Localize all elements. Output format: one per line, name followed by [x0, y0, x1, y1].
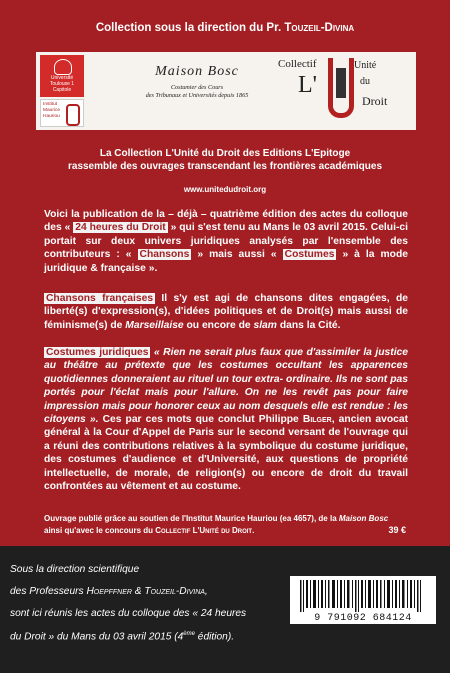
- intro-line1: La Collection L'Unité du Droit des Editions L'Epitoge: [99, 148, 351, 159]
- collectif-article: L': [298, 72, 317, 98]
- ut1-line1: Université: [50, 75, 74, 81]
- isbn-barcode: [290, 576, 436, 624]
- p2-text-e: dans la Cité.: [276, 319, 341, 331]
- bottom-line4-sup: ème: [183, 631, 195, 638]
- ut1-line2: Toulouse 1: [49, 81, 75, 87]
- bottom-professors: Hoepffner & Touzeil-Divina: [86, 585, 205, 597]
- price-label: 39 €: [388, 525, 406, 535]
- note-text-a: Ouvrage publié grâce au soutien de l'Institut Maurice Hauriou (ea 4657), de la: [44, 514, 339, 523]
- collection-intro: [40, 147, 410, 173]
- bottom-line2-c: ,: [204, 585, 208, 597]
- p2-slam: slam: [253, 319, 277, 331]
- p3-bilger: Bilger: [302, 414, 332, 426]
- bosc-name: Maison Bosc: [155, 64, 239, 79]
- p1-highlight-chansons: Chansons: [139, 249, 190, 261]
- p3-text-a: Ces par ces mots que conclut Philippe: [98, 414, 303, 426]
- p1-highlight-24h: 24 heures du Droit: [75, 222, 166, 234]
- collection-title: [0, 22, 450, 34]
- paragraph-costumes: [44, 346, 408, 493]
- barcode-bars: [300, 580, 426, 612]
- institut-line1: Institut: [43, 102, 58, 107]
- ut1-line3: Capitole: [52, 87, 72, 93]
- bottom-description: [10, 559, 280, 649]
- p1-text-g: » à la mode juridique & française ».: [44, 249, 408, 274]
- bottom-line4-a: du Droit » du Mans du 03 avril 2015 (4: [10, 631, 184, 643]
- p2-label: Chansons françaises: [46, 293, 154, 304]
- institut-hauriou-logo: [40, 99, 84, 127]
- note-collectif: Collectif L'Unité du Droit: [155, 526, 253, 535]
- p3-quote: « Rien ne serait plus faux que d'assimiler la justice au théâtre au prétexte que les costumes occultant les apparences quotidiennes donneraient au rituel un tour extra- ordinaire. Ils ne sont pas portés pour l'éclat mais pour l'allure. On ne les revêt pas pour faire impression mais pour honorer ceux au nom desquels elle est rendue : les citoyens ».: [44, 347, 409, 426]
- logo-strip: [36, 52, 416, 130]
- p1-highlight-costumes: Costumes: [284, 249, 335, 261]
- note-bosc: Maison Bosc: [338, 514, 389, 523]
- bottom-line1: Sous la direction scientifique: [10, 564, 140, 575]
- intro-line2: rassemble des ouvrages transcendant les frontières académiques: [67, 161, 383, 172]
- justice-figure-icon: [336, 68, 346, 98]
- publication-note: [44, 513, 408, 537]
- collection-url[interactable]: www.unitedudroit.org: [183, 185, 267, 194]
- bosc-subtitle-2: des Tribunaux et Universités depuis 1865: [145, 92, 249, 99]
- note-text-e: .: [252, 526, 255, 535]
- p2-marseillaise: Marseillaise: [125, 319, 184, 331]
- institut-line3: Hauriou: [43, 114, 60, 119]
- bottom-line4-b: édition).: [194, 631, 235, 643]
- p1-text-c: » qui s'est tenu au Mans le 03 avril 2015. Celui-ci portait sur deux univers juridiques analysés par l'ensemble des contributeurs : «: [44, 222, 408, 261]
- p3-label: Costumes juridiques: [46, 347, 149, 358]
- bosc-subtitle-1: Costumier des Cours: [170, 84, 224, 91]
- ut1-logo: [40, 55, 84, 127]
- isbn-number: 9 791092 684124: [314, 613, 412, 624]
- collection-director: Touzeil-Divina: [284, 22, 355, 34]
- p2-text-c: ou encore de: [183, 319, 254, 331]
- note-text-c: ainsi qu'avec le concours du: [44, 526, 156, 535]
- p2-text-a: Il s'y est agi de chansons dites engagées, de liberté(s) d'expression(s), d'idées politiques et de Droit(s) mais aussi de féminisme(s) de: [44, 293, 408, 331]
- collectif-word: Collectif: [278, 58, 317, 70]
- institut-line2: Maurice: [43, 108, 61, 113]
- collection-prefix: Collection sous la direction du Pr.: [95, 22, 282, 34]
- bottom-line3: sont ici réunis les actes du colloque des « 24 heures: [10, 607, 247, 619]
- collectif-unite: Unité: [354, 60, 377, 71]
- bottom-line2: [10, 581, 280, 603]
- p1-text-a: Voici la publication de la – déjà – quatrième édition des actes du colloque des «: [44, 209, 408, 234]
- bottom-line4: [10, 624, 280, 648]
- institut-mark-icon: [66, 104, 80, 126]
- maison-bosc-logo: [122, 64, 272, 100]
- p1-text-e: » mais aussi «: [197, 249, 277, 261]
- collectif-du: du: [360, 76, 370, 87]
- p3-text-c: , ancien avocat général à la Cour d'Appel de Paris sur le second versant de l'ouvrage qui a réuni des contributions relatives à la symbolique du costume juridique, des costumes d'audience et d'Université, aux questions de propriété intellectuelle, de morale, de religion(s) ou encore de droit du travail confrontées au vêtement et au costume.: [44, 414, 409, 493]
- ut1-seal-icon: [54, 59, 72, 75]
- paragraph-chansons: [44, 292, 408, 332]
- header-band: [0, 0, 450, 42]
- paragraph-publication: [44, 208, 408, 275]
- collectif-unite-du-droit-logo: [278, 54, 414, 128]
- bottom-line2-a: des Professeurs: [10, 585, 87, 597]
- collectif-droit: Droit: [362, 94, 388, 108]
- ut1-badge: [40, 55, 84, 97]
